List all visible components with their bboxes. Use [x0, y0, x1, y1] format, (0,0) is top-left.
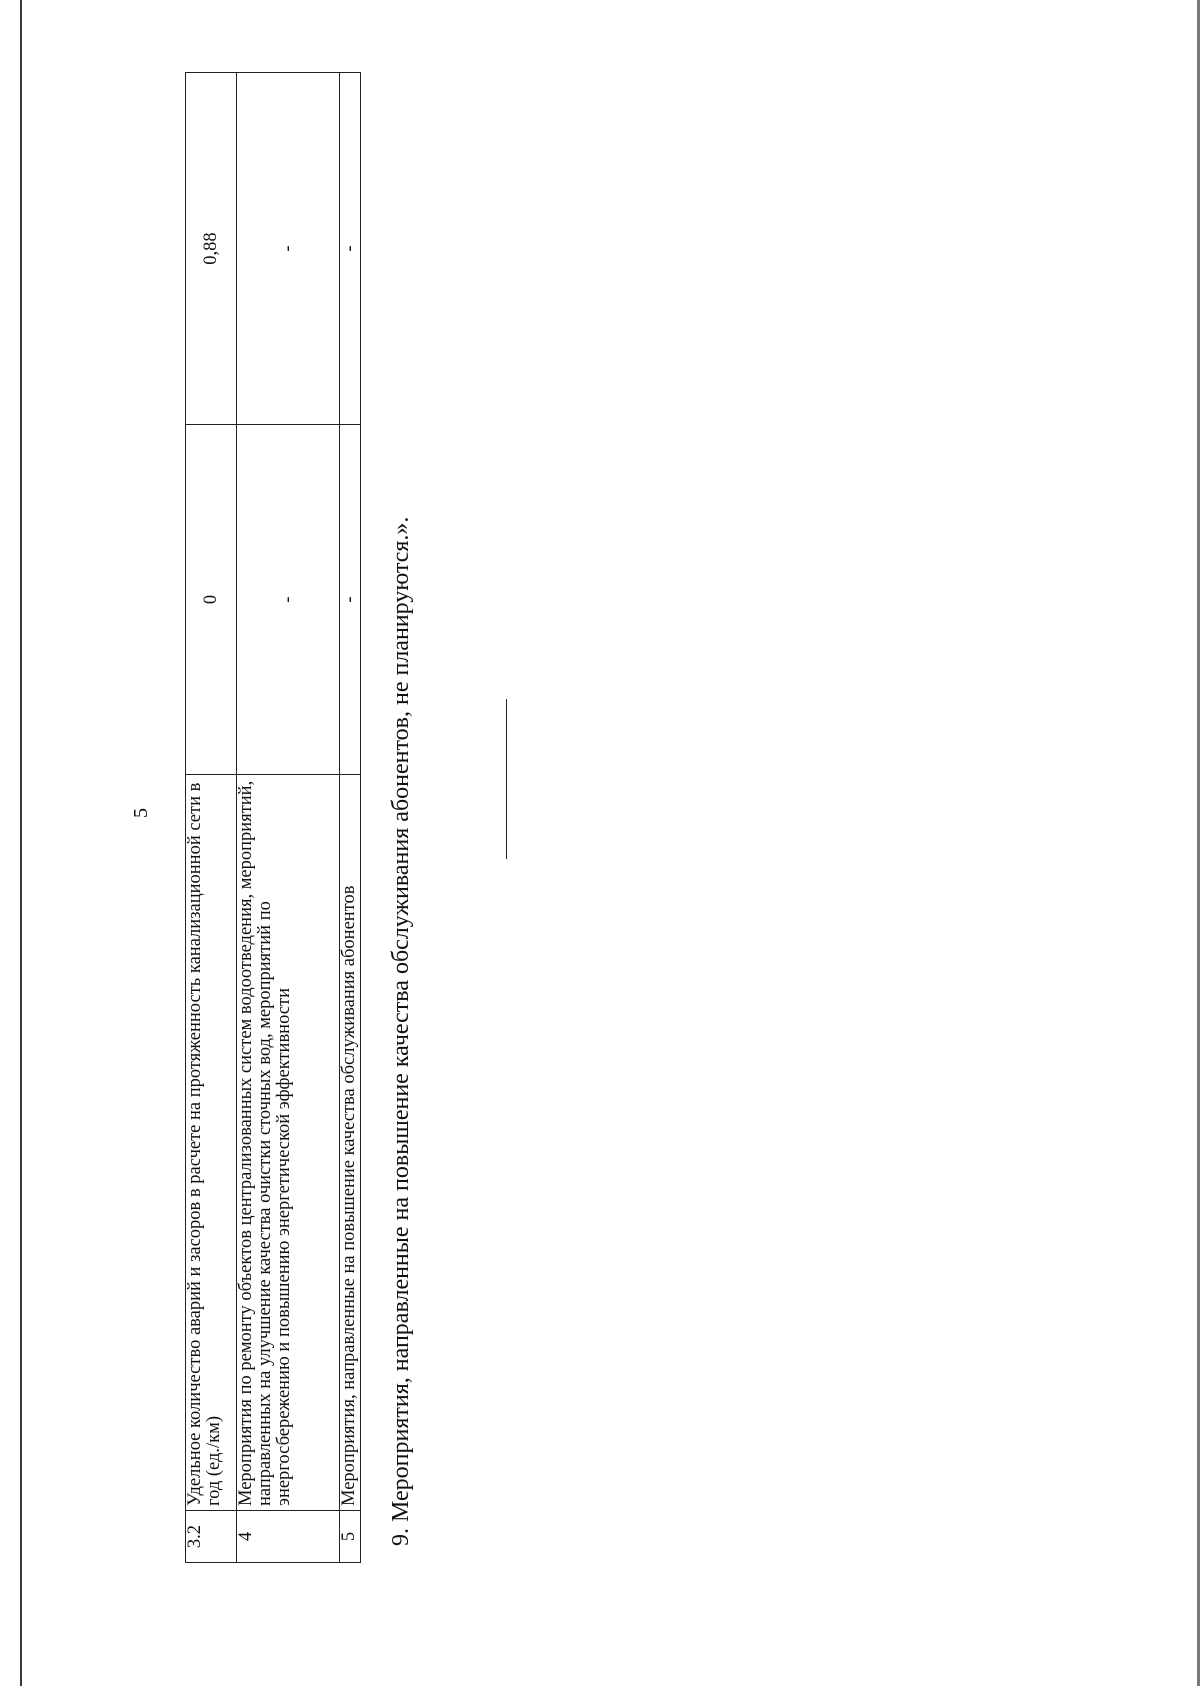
page-number: 5: [130, 808, 152, 818]
row-description: Удельное количество аварий и засоров в расчете на протяженность канализационной сети в год (ед./км): [186, 775, 237, 1511]
row-value-1: -: [237, 425, 340, 775]
row-number: 3.2: [186, 1511, 237, 1563]
table-row: [340, 73, 361, 1563]
row-value-2: -: [340, 73, 361, 425]
row-description: Мероприятия по ремонту объектов централизованных систем водоотведения, мероприятий, направленных на улучшение качества очистки сточных вод, мероприятий по энергосбережению и повышению энергетической эффективности: [237, 775, 340, 1511]
row-number: 4: [237, 1511, 340, 1563]
measures-table: [185, 72, 361, 1563]
table-row: [237, 73, 340, 1563]
table-row: [186, 73, 237, 1563]
row-description: Мероприятия, направленные на повышение качества обслуживания абонентов: [340, 775, 361, 1511]
row-value-1: 0: [186, 425, 237, 775]
row-value-2: 0,88: [186, 73, 237, 425]
row-number: 5: [340, 1511, 361, 1563]
end-separator-line: [506, 699, 507, 859]
summary-paragraph: 9. Мероприятия, направленные на повышение качества обслуживания абонентов, не планируются.».: [388, 516, 414, 1546]
row-value-2: -: [237, 73, 340, 425]
row-value-1: -: [340, 425, 361, 775]
